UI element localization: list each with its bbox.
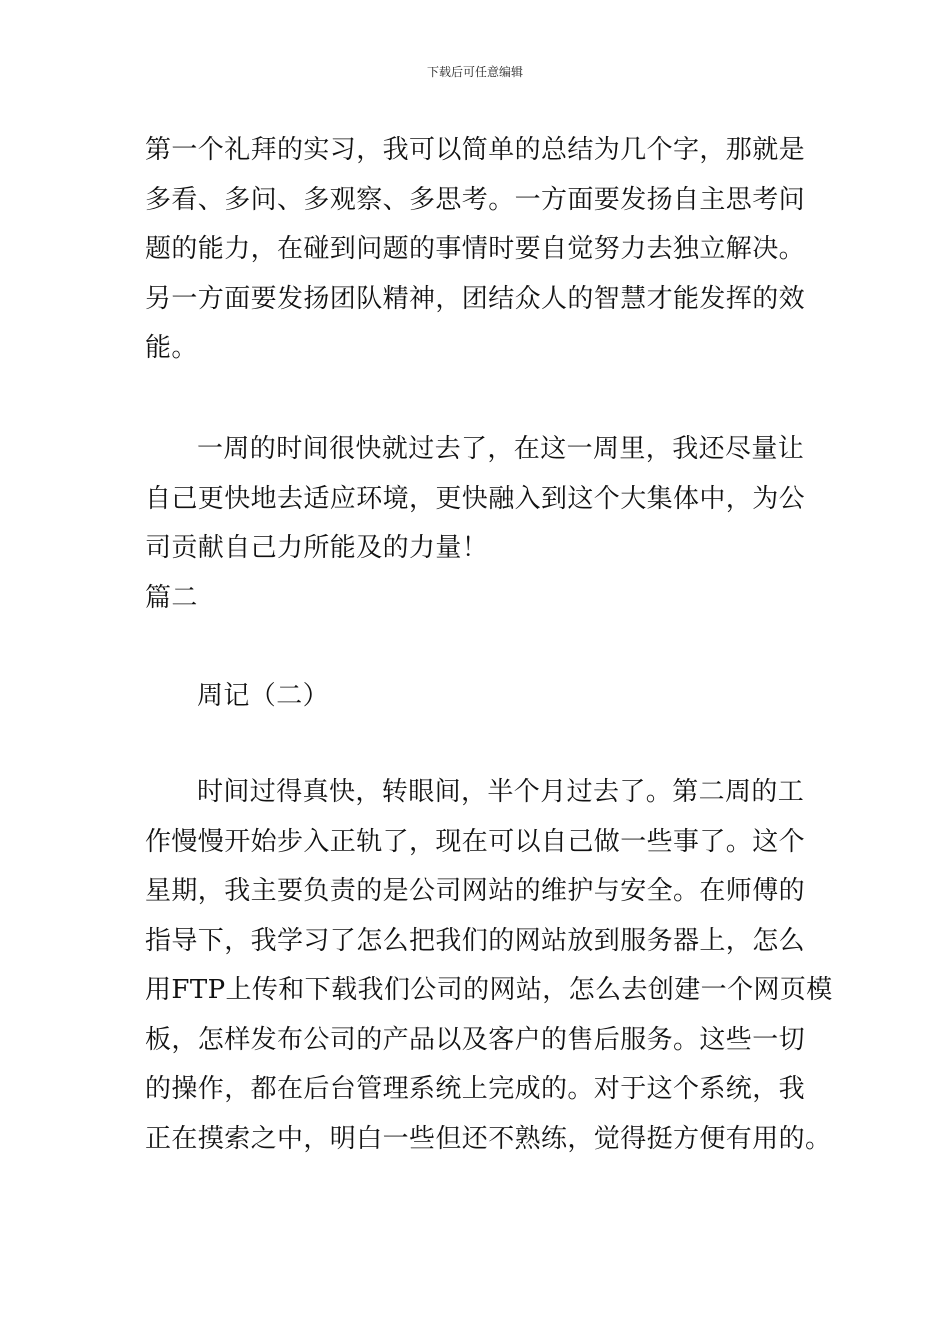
text-line: 自己更快地去适应环境，更快融入到这个大集体中，为公 [145, 483, 806, 514]
section-heading-text: 篇二 [145, 583, 198, 613]
text-line: 多看、多问、多观察、多思考。一方面要发扬自主思考问 [145, 184, 806, 215]
section-heading [145, 574, 815, 624]
page-header: 下载后可任意编辑 [426, 65, 523, 79]
paragraph-week-two [145, 768, 833, 1164]
text-line: 一周的时间很快就过去了，在这一周里，我还尽量让 [197, 434, 805, 464]
text-line: 的操作，都在后台管理系统上完成的。对于这个系统，我 [145, 1074, 806, 1104]
text-line: 时间过得真快，转眼间，半个月过去了。第二周的工 [197, 777, 805, 807]
text-line: 指导下，我学习了怎么把我们的网站放到服务器上，怎么 [145, 925, 806, 956]
paragraph-internship-week-one [145, 126, 815, 374]
journal-subtitle-text: 周记（二） [197, 681, 330, 711]
text-line: 能。 [145, 333, 198, 363]
text-line: 用FTP上传和下载我们公司的网站，怎么去创建一个网页模 [145, 975, 833, 1005]
text-line: 星期，我主要负责的是公司网站的维护与安全。在师傅的 [145, 876, 806, 906]
journal-subtitle [145, 672, 815, 722]
text-line: 司贡献自己力所能及的力量！ [145, 533, 489, 563]
text-line: 板，怎样发布公司的产品以及客户的售后服务。这些一切 [145, 1024, 806, 1055]
text-line: 作慢慢开始步入正轨了，现在可以自己做一些事了。这个 [145, 826, 806, 857]
text-line: 另一方面要发扬团队精神，团结众人的智慧才能发挥的效 [145, 283, 806, 314]
text-line: 正在摸索之中，明白一些但还不熟练，觉得挺方便有用的。 [145, 1123, 832, 1154]
text-line: 题的能力，在碰到问题的事情时要自觉努力去独立解决。 [145, 234, 806, 264]
text-line: 第一个礼拜的实习，我可以简单的总结为几个字，那就是 [145, 135, 806, 165]
paragraph-week-summary [145, 425, 815, 574]
